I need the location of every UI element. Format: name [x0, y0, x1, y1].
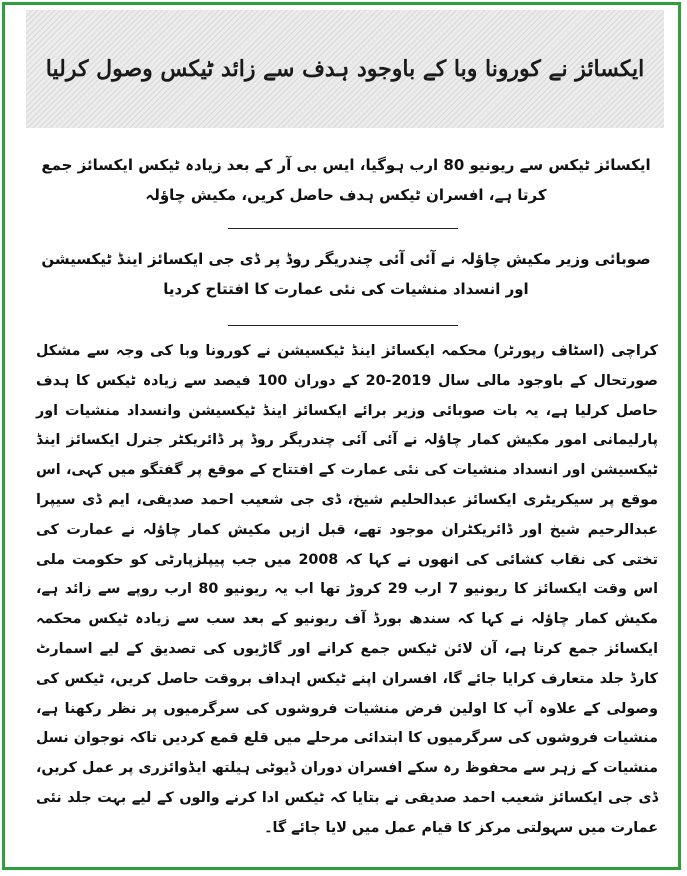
divider-rule-1 — [228, 228, 458, 229]
headline-banner — [26, 10, 664, 128]
deck-subheading-2: صوبائی وزیر مکیش چاؤلہ نے آئی آئی چندریگر روڈ پر ڈی جی ایکسائز اینڈ ٹیکسیشن اور انسداد منشیات کی نئی عمارت کا افتتاح کردیا — [41, 250, 651, 298]
divider-rule-2 — [228, 325, 458, 326]
headline: ایکسائز نے کورونا وبا کے باوجود ہدف سے زائد ٹیکس وصول کرلیا — [45, 56, 645, 82]
deck-subheading-1: ایکسائز ٹیکس سے ریونیو 80 ارب ہوگیا، ایس بی آر کے بعد زیادہ ٹیکس ایکسائز جمع کرتا ہے، افسران ٹیکس ہدف حاصل کریں، مکیش چاؤلہ — [41, 156, 651, 204]
article-body: کراچی (اسٹاف رپورٹر) محکمہ ایکسائز اینڈ ٹیکسیشن نے کورونا وبا کی وجہ سے مشکل صورتحال کے باوجود مالی سال 2019-20 کے دوران 100 فیصد سے زیادہ ٹیکس کا ہدف حاصل کرلیا ہے، یہ بات صوبائی وزیر برائے ایکسائز اینڈ ٹیکسیشن وانسداد منشیات اور پارلیمانی امور مکیش کمار چاؤلہ نے آئی آئی چندریگر روڈ پر ڈائریکٹر جنرل ایکسائز اینڈ ٹیکسیشن اور انسداد منشیات کی نئی عمارت کے افتتاح کے موقع پر گفتگو میں کہی، اس موقع پر سیکریٹری ایکسائز عبدالحلیم شیخ، ڈی جی شعیب احمد صدیقی، ایم ڈی سیپرا عبدالرحیم شیخ اور ڈائریکٹران موجود تھے، قبل ازیں مکیش کمار چاؤلہ نے عمارت کی تختی کی نقاب کشائی کی انھوں نے کہا کہ 2008 میں جب پیپلزپارٹی کو حکومت ملی اس وقت ایکسائز کا ریونیو 7 ارب 29 کروڑ تھا اب یہ ریونیو 80 ارب روپے سے زائد ہے، مکیش کمار چاؤلہ نے کہا کہ سندھ بورڈ آف ریونیو کے بعد سب سے زیادہ ٹیکس محکمہ ایکسائز جمع کرتا ہے، آن لائن ٹیکس جمع کرانے اور گاڑیوں کی تصدیق کے لیے اسمارٹ کارڈ جلد متعارف کرایا جائے گا، افسران اپنے ٹیکس اہداف بروقت حاصل کریں، ٹیکس کی وصولی کے علاوہ آپ کا اولین فرض منشیات فروشوں کی سرگرمیوں پر نظر رکھنا ہے، منشیات فروشوں کی سرگرمیوں کا ابتدائی مرحلے میں قلع قمع کردیں تاکہ نوجوان نسل منشیات کے زہر سے محفوظ رہ سکے افسران دوران ڈیوٹی ہیلتھ ایڈوائزری پر عمل کریں، ڈی جی ایکسائز شعیب احمد صدیقی نے بتایا کہ ٹیکس ادا کرنے والوں کے لیے بہت جلد نئی عمارت میں سہولتی مرکز کا قیام عمل میں لایا جائے گا۔ — [36, 343, 659, 836]
